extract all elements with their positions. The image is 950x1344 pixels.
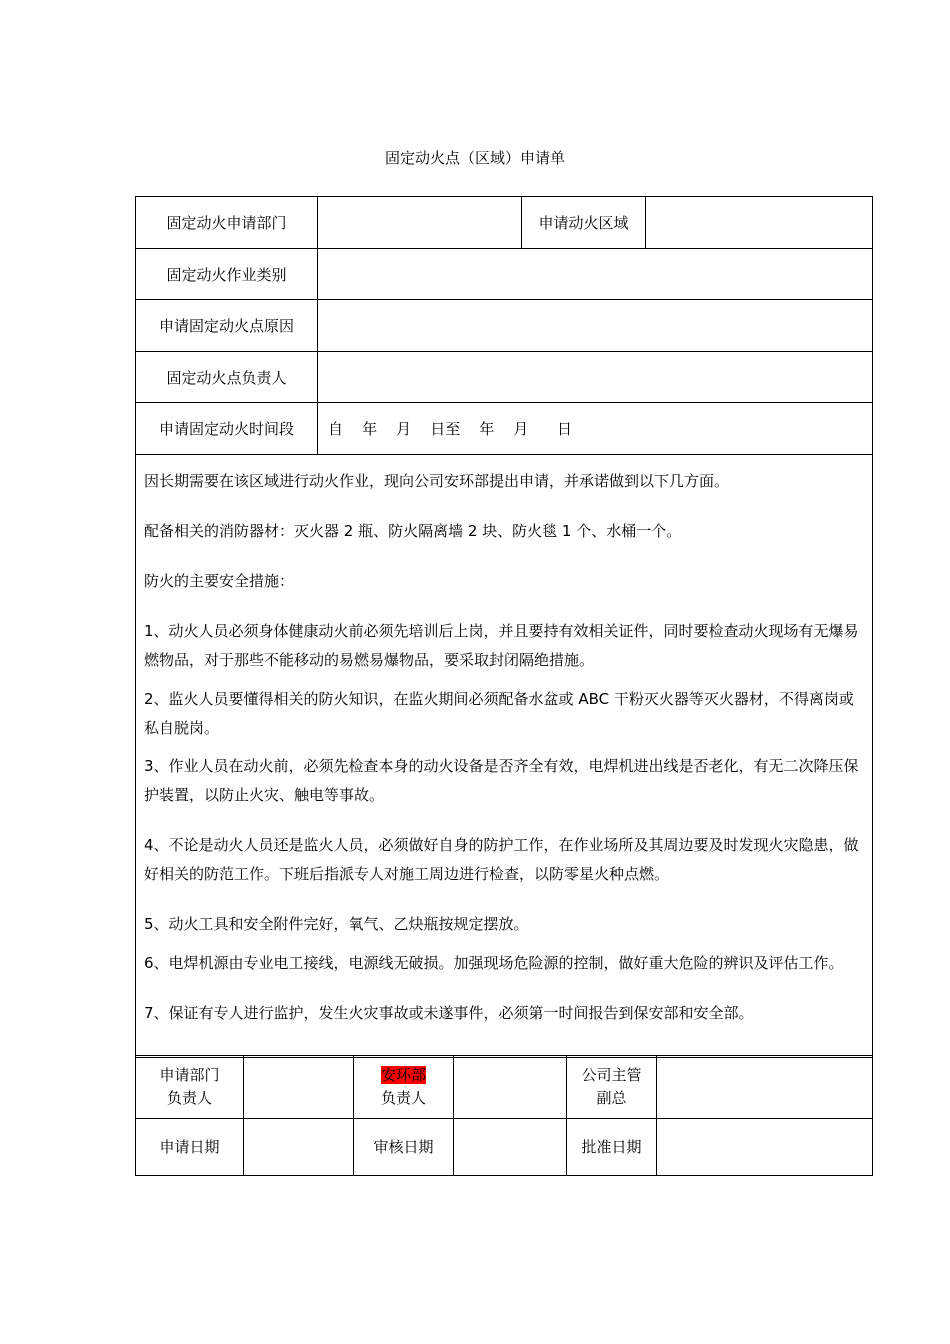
review-date-field[interactable] <box>454 1119 567 1176</box>
company-head-field[interactable] <box>657 1056 873 1119</box>
reason-field[interactable] <box>318 300 873 352</box>
reason-label: 申请固定动火点原因 <box>136 300 318 352</box>
applicant-head-line2: 负责人 <box>166 1089 212 1107</box>
measure-item: 7、保证有专人进行监护，发生火灾事故或未遂事件，必须第一时间报告到保安部和安全部。 <box>144 1004 754 1022</box>
review-date-label: 审核日期 <box>354 1119 454 1176</box>
apply-date-field[interactable] <box>244 1119 354 1176</box>
period-label: 申请固定动火时间段 <box>136 403 318 455</box>
page-title: 固定动火点（区域）申请单 <box>384 149 565 167</box>
application-form-table <box>135 196 873 1058</box>
safety-dept-field[interactable] <box>454 1056 567 1119</box>
dept-label: 固定动火申请部门 <box>136 197 318 249</box>
measure-item: 5、动火工具和安全附件完好，氧气、乙炔瓶按规定摆放。 <box>144 915 529 933</box>
period-field[interactable]: 自 年 月 日至 年 月 日 <box>318 403 873 455</box>
apply-date-label: 申请日期 <box>136 1119 244 1176</box>
company-head-line2: 副总 <box>596 1089 627 1107</box>
area-field[interactable] <box>646 197 873 249</box>
owner-label: 固定动火点负责人 <box>136 352 318 403</box>
measure-item: 1、动火人员必须身体健康动火前必须先培训后上岗，并且要持有效相关证件，同时要检查动火现场有无爆易燃物品，对于那些不能移动的易燃易爆物品，要采取封闭隔绝措施。 <box>144 622 859 669</box>
company-head-line1: 公司主管 <box>581 1066 642 1084</box>
owner-field[interactable] <box>318 352 873 403</box>
signoff-table <box>135 1055 873 1176</box>
commitment-intro: 因长期需要在该区域进行动火作业，现向公司安环部提出申请，并承诺做到以下几方面。 <box>144 472 730 490</box>
approve-date-label: 批准日期 <box>567 1119 657 1176</box>
approve-date-field[interactable] <box>657 1119 873 1176</box>
safety-dept-label <box>354 1056 454 1119</box>
measure-item: 6、电焊机源由专业电工接线，电源线无破损。加强现场危险源的控制，做好重大危险的辨识及评估工作。 <box>144 954 844 972</box>
measures-heading: 防火的主要安全措施： <box>144 572 295 590</box>
equipment-line: 配备相关的消防器材：灭火器 2 瓶、防火隔离墙 2 块、防火毯 1 个、水桶一个。 <box>144 522 682 540</box>
dept-field[interactable] <box>318 197 522 249</box>
category-label: 固定动火作业类别 <box>136 249 318 300</box>
applicant-head-label <box>136 1056 244 1119</box>
applicant-head-field[interactable] <box>244 1056 354 1119</box>
measure-item: 2、监火人员要懂得相关的防火知识，在监火期间必须配备水盆或 ABC 干粉灭火器等灭火器材，不得离岗或私自脱岗。 <box>144 690 854 737</box>
area-label: 申请动火区域 <box>522 197 646 249</box>
category-field[interactable] <box>318 249 873 300</box>
applicant-head-line1: 申请部门 <box>159 1066 220 1084</box>
safety-dept-line2: 负责人 <box>380 1089 426 1107</box>
commitment-section <box>136 455 873 1058</box>
measure-item: 3、作业人员在动火前，必须先检查本身的动火设备是否齐全有效，电焊机进出线是否老化，有无二次降压保护装置，以防止火灾、触电等事故。 <box>144 757 859 804</box>
measure-item: 4、不论是动火人员还是监火人员，必须做好自身的防护工作，在作业场所及其周边要及时发现火灾隐患，做好相关的防范工作。下班后指派专人对施工周边进行检查，以防零星火种点燃。 <box>144 836 859 883</box>
company-head-label <box>567 1056 657 1119</box>
safety-dept-line1: 安环部 <box>380 1066 426 1084</box>
